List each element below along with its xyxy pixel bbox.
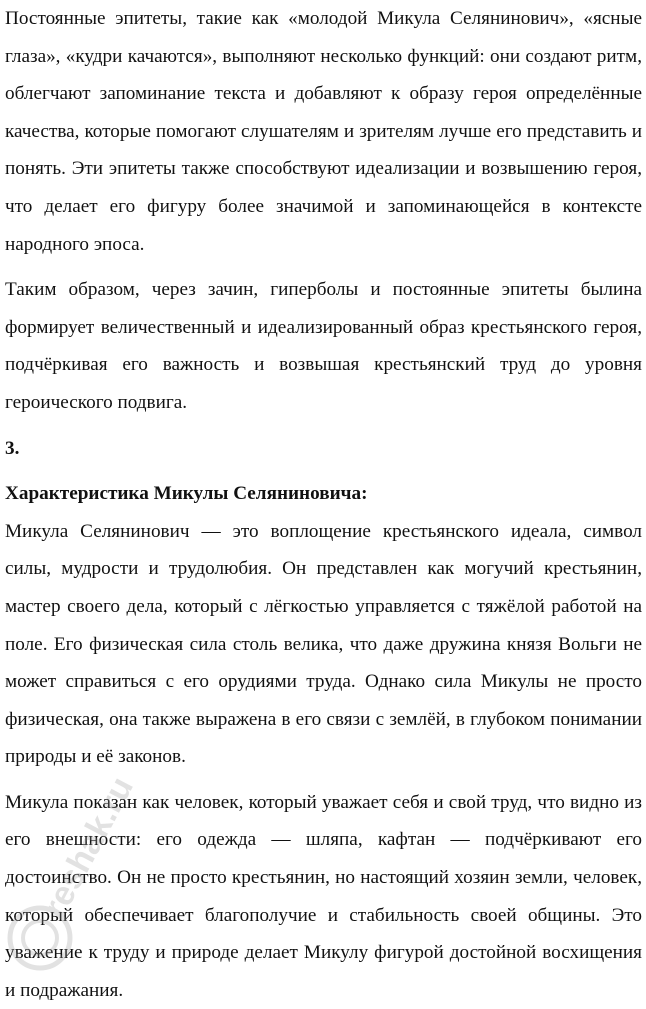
paragraph-characteristic: Микула Селянинович — это воплощение крестьянского идеала, символ силы, мудрости и трудолюбия. Он представлен как могучий крестьянин, мастер своего дела, который с лёгкостью управляется с тяжёлой работой на поле. Его физическая сила столь велика, что даже дружина князя Вольги не может справиться с его орудиями труда. Однако сила Микулы не просто физическая, она также выражена в его связи с землёй, в глубоком понимании природы и её законов. (5, 520, 642, 768)
paragraph-conclusion: Таким образом, через зачин, гиперболы и постоянные эпитеты былина формирует величественный и идеализированный образ крестьянского героя, подчёркивая его важность и возвышая крестьянский труд до уровня героического подвига. (5, 279, 642, 413)
watermark-text: reshak.ru (35, 770, 141, 924)
section-number: 3. (5, 437, 20, 459)
paragraph-appearance: Микула показан как человек, который уважает себя и свой труд, что видно из его внешности: его одежда — шляпа, кафтан — подчёркивают его достоинство. Он не просто крестьянин, но настоящий хозяин земли, человек, который обеспечивает благополучие и стабильность своей общины. Это уважение к труду и природе делает Микулу фигурой достойной восхищения и подражания. (5, 791, 642, 1001)
document-page (5, 0, 642, 1009)
paragraph-epithets: Постоянные эпитеты, такие как «молодой Микула Селянинович», «ясные глаза», «кудри качаются», выполняют несколько функций: они создают ритм, облегчают запоминание текста и добавляют к образу героя определённые качества, которые помогают слушателям и зрителям лучше его представить и понять. Эти эпитеты также способствуют идеализации и возвышению героя, что делает его фигуру более значимой и запоминающейся в контексте народного эпоса. (5, 8, 642, 255)
section-heading: Характеристика Микулы Селяниновича: (5, 483, 368, 505)
